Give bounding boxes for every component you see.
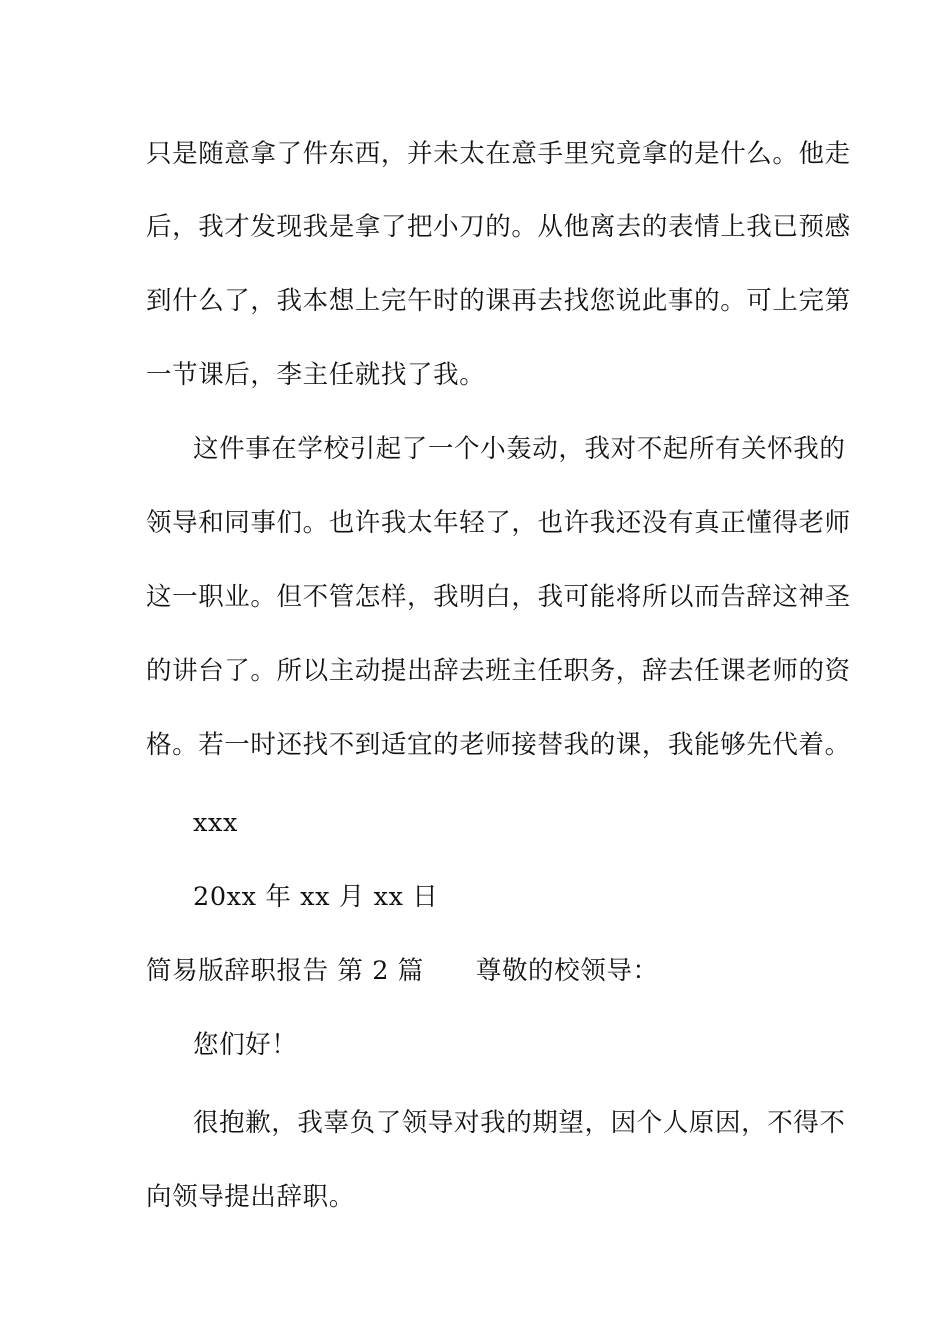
paragraph-line: 向领导提出辞职。 (146, 1182, 355, 1212)
greeting: 您们好！ (193, 1030, 298, 1060)
paragraph-line: 只是随意拿了件东西，并未太在意手里究竟拿的是什么。他走 (146, 139, 851, 169)
paragraph-line: 后，我才发现我是拿了把小刀的。从他离去的表情上我已预感 (146, 212, 851, 242)
date-line: 20xx 年 xx 月 xx 日 (193, 882, 439, 912)
paragraph-line: 这件事在学校引起了一个小轰动，我对不起所有关怀我的 (193, 434, 846, 464)
paragraph-line: 格。若一时还找不到适宜的老师接替我的课，我能够先代着。 (146, 730, 851, 760)
paragraph-line: 的讲台了。所以主动提出辞去班主任职务，辞去任课老师的资 (146, 656, 851, 686)
paragraph-line: 领导和同事们。也许我太年轻了，也许我还没有真正懂得老师 (146, 508, 851, 538)
paragraph-line: 到什么了，我本想上完午时的课再去找您说此事的。可上完第 (146, 286, 851, 316)
paragraph-line: 一节课后，李主任就找了我。 (146, 360, 486, 390)
paragraph-line: 这一职业。但不管怎样，我明白，我可能将所以而告辞这神圣 (146, 582, 851, 612)
signature: xxx (193, 808, 238, 838)
salutation: 尊敬的校领导： (475, 956, 659, 986)
paragraph-line: 很抱歉，我辜负了领导对我的期望，因个人原因，不得不 (193, 1108, 846, 1138)
section-title: 简易版辞职报告 第 2 篇 (146, 956, 424, 986)
section-heading (146, 954, 659, 988)
